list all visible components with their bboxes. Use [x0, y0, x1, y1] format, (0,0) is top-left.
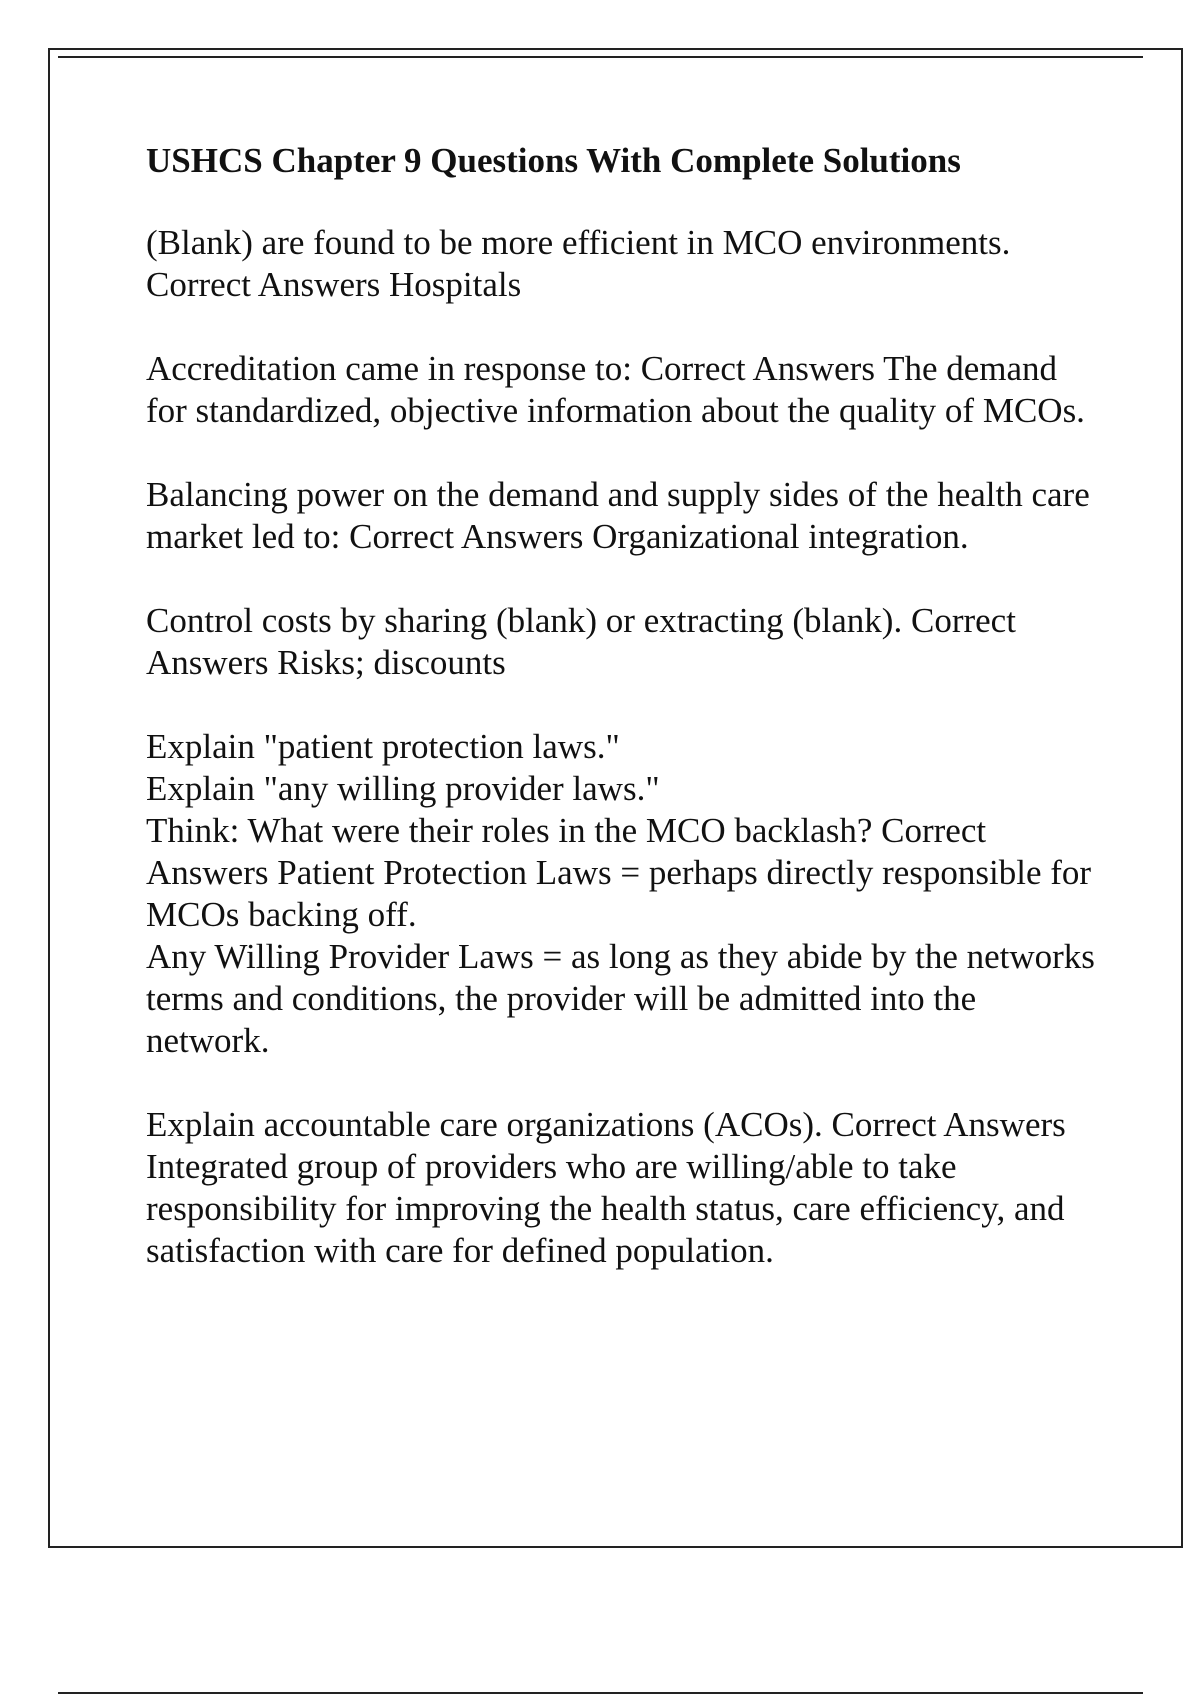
question-text: Accreditation came in response to:	[146, 349, 632, 388]
header-rule	[58, 56, 1143, 58]
answer-text: Patient Protection Laws = perhaps directly responsible for MCOs backing off. Any Willing Provider Laws = as long as they abide by the networks terms and conditions, the provider will be admitted into the network.	[146, 853, 1095, 1060]
answer-text: Integrated group of providers who are willing/able to take responsibility for improving the health status, care efficiency, and satisfaction with care for defined population.	[146, 1147, 1065, 1270]
answer-label: Correct Answers	[640, 349, 875, 388]
answer-text: The demand for standardized, objective information about the quality of MCOs.	[146, 349, 1085, 430]
answer-label: Correct Answers	[349, 517, 584, 556]
question-text: (Blank) are found to be more efficient in MCO environments.	[146, 223, 1011, 262]
qa-entry	[146, 1104, 1106, 1272]
answer-label: Correct Answers	[146, 811, 987, 892]
question-text: Control costs by sharing (blank) or extracting (blank).	[146, 601, 903, 640]
answer-label: Correct Answers	[146, 265, 381, 304]
question-text: Explain "patient protection laws." Explain "any willing provider laws." Think: What were their roles in the MCO backlash?	[146, 727, 873, 850]
qa-entry	[146, 222, 1106, 306]
answer-label: Correct Answers	[831, 1105, 1066, 1144]
document-title: USHCS Chapter 9 Questions With Complete Solutions	[146, 141, 961, 180]
answer-text: Risks; discounts	[277, 643, 506, 682]
qa-entry	[146, 726, 1106, 1062]
answer-text: Hospitals	[389, 265, 522, 304]
footer-rule	[58, 1692, 1143, 1694]
qa-entry	[146, 600, 1106, 684]
question-text: Balancing power on the demand and supply sides of the health care market led to:	[146, 475, 1090, 556]
answer-label: Correct Answers	[146, 601, 1016, 682]
question-text: Explain accountable care organizations (ACOs).	[146, 1105, 823, 1144]
qa-entry	[146, 348, 1106, 432]
answer-text: Organizational integration.	[592, 517, 969, 556]
qa-entry	[146, 474, 1106, 558]
document-body	[146, 140, 1106, 1314]
